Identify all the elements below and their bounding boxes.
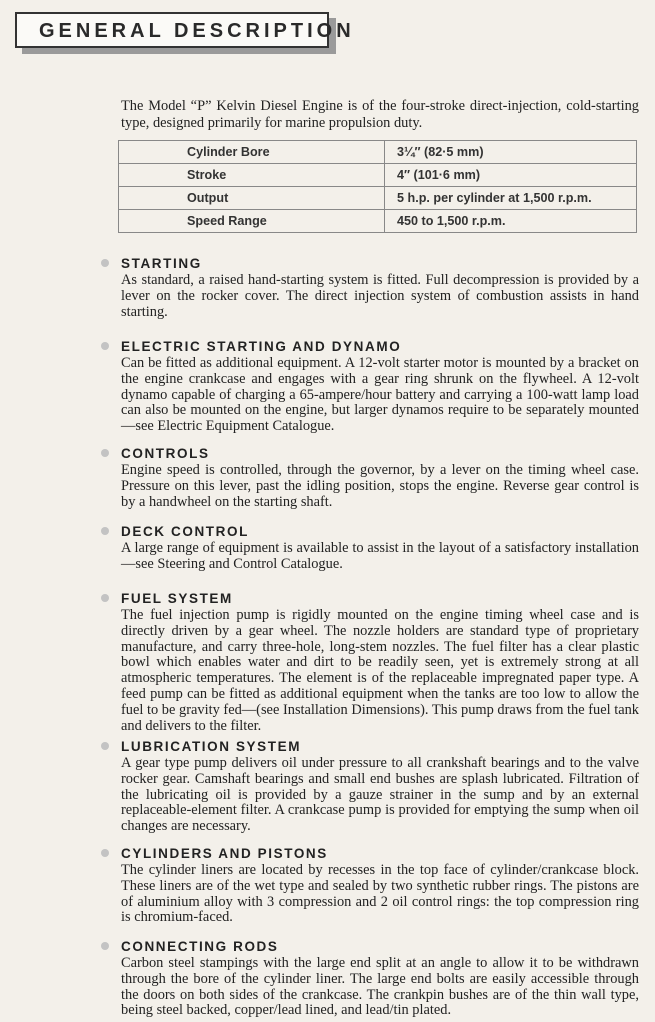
section-heading: FUEL SYSTEM — [121, 591, 233, 606]
section-heading: LUBRICATION SYSTEM — [121, 739, 302, 754]
spec-value: 3¼″ (82·5 mm) — [385, 141, 637, 164]
section-electric-starting — [121, 339, 639, 435]
section-heading: CONTROLS — [121, 446, 210, 461]
section-heading: STARTING — [121, 256, 202, 271]
page-title: GENERAL DESCRIPTION — [39, 20, 355, 42]
spec-value: 5 h.p. per cylinder at 1,500 r.p.m. — [385, 187, 637, 210]
section-body: The fuel injection pump is rigidly mounted on the engine timing wheel case and is directly driven by a gear wheel. The nozzle holders are standard type of proprietary manufacture, and carry three-hole, long-stem nozzles. The fuel filter has a clear plastic bowl which enables water and dirt to be readily seen, yet is extremely strong at all atmospheric temperatures. The element is of the replaceable impregnated paper type. A feed pump can be fitted as additional equipment when the tanks are too low to allow the fuel to be gravity fed—(see Installation Dimensions). This pump draws from the fuel tank and delivers to the filter. — [121, 607, 639, 734]
section-connecting-rods — [121, 939, 639, 1019]
spec-label: Cylinder Bore — [119, 141, 385, 164]
spec-value: 4″ (101·6 mm) — [385, 164, 637, 187]
intro-paragraph: The Model “P” Kelvin Diesel Engine is of the four-stroke direct-injection, cold-starting type, designed primarily for marine propulsion duty. — [121, 98, 639, 131]
section-body: A large range of equipment is available to assist in the layout of a satisfactory installation—see Steering and Control Catalogue. — [121, 540, 639, 572]
bullet-icon — [101, 942, 109, 950]
section-heading: ELECTRIC STARTING AND DYNAMO — [121, 339, 402, 354]
bullet-icon — [101, 259, 109, 267]
page-title-box — [15, 12, 355, 48]
spec-label: Stroke — [119, 164, 385, 187]
section-starting — [121, 256, 639, 320]
section-heading: DECK CONTROL — [121, 524, 249, 539]
section-heading: CONNECTING RODS — [121, 939, 279, 954]
spec-label: Output — [119, 187, 385, 210]
section-body: As standard, a raised hand-starting system is fitted. Full decompression is provided by a lever on the rocker cover. The direct injection system of combustion assists in hand starting. — [121, 272, 639, 320]
section-body: Can be fitted as additional equipment. A 12-volt starter motor is mounted by a bracket on the engine crankcase and engages with a gear ring shrunk on the flywheel. A 12-volt dynamo capable of charging a 65-ampere/hour battery and carrying a 100-watt lamp load can also be mounted on the engine, but larger dynamos require to be separately mounted—see Electric Equipment Catalogue. — [121, 355, 639, 435]
bullet-icon — [101, 594, 109, 602]
section-controls — [121, 446, 639, 510]
section-fuel-system — [121, 591, 639, 734]
spec-table — [118, 140, 637, 233]
section-body: The cylinder liners are located by recesses in the top face of cylinder/crankcase block. These liners are of the wet type and sealed by two synthetic rubber rings. The pistons are of aluminium alloy with 3 compression and 2 oil control rings: the top compression ring is chromium-faced. — [121, 862, 639, 926]
section-cylinders-and-pistons — [121, 846, 639, 926]
section-deck-control — [121, 524, 639, 573]
spec-row — [119, 210, 637, 233]
bullet-icon — [101, 849, 109, 857]
bullet-icon — [101, 449, 109, 457]
section-lubrication-system — [121, 739, 639, 835]
bullet-icon — [101, 342, 109, 350]
bullet-icon — [101, 742, 109, 750]
section-body: Engine speed is controlled, through the governor, by a lever on the timing wheel case. Pressure on this lever, past the idling position, stops the engine. Reverse gear control is by a handwheel on the starting shaft. — [121, 462, 639, 510]
spec-value: 450 to 1,500 r.p.m. — [385, 210, 637, 233]
section-body: A gear type pump delivers oil under pressure to all crankshaft bearings and to the valve rocker gear. Camshaft bearings and small end bushes are splash lubricated. Filtration of the lubricating oil is provided by a gauze strainer in the sump and by an external replaceable-element filter. A crankcase pump is provided for emptying the sump when oil changes are necessary. — [121, 755, 639, 835]
spec-row — [119, 164, 637, 187]
spec-row — [119, 187, 637, 210]
bullet-icon — [101, 527, 109, 535]
spec-label: Speed Range — [119, 210, 385, 233]
section-body: Carbon steel stampings with the large end split at an angle to allow it to be withdrawn through the bore of the cylinder liner. The large end bolts are easily accessible through the doors on both sides of the crankcase. The crankpin bushes are of the thin wall type, being steel backed, copper/lead lined, and lead/tin plated. — [121, 955, 639, 1019]
section-heading: CYLINDERS AND PISTONS — [121, 846, 328, 861]
spec-row — [119, 141, 637, 164]
